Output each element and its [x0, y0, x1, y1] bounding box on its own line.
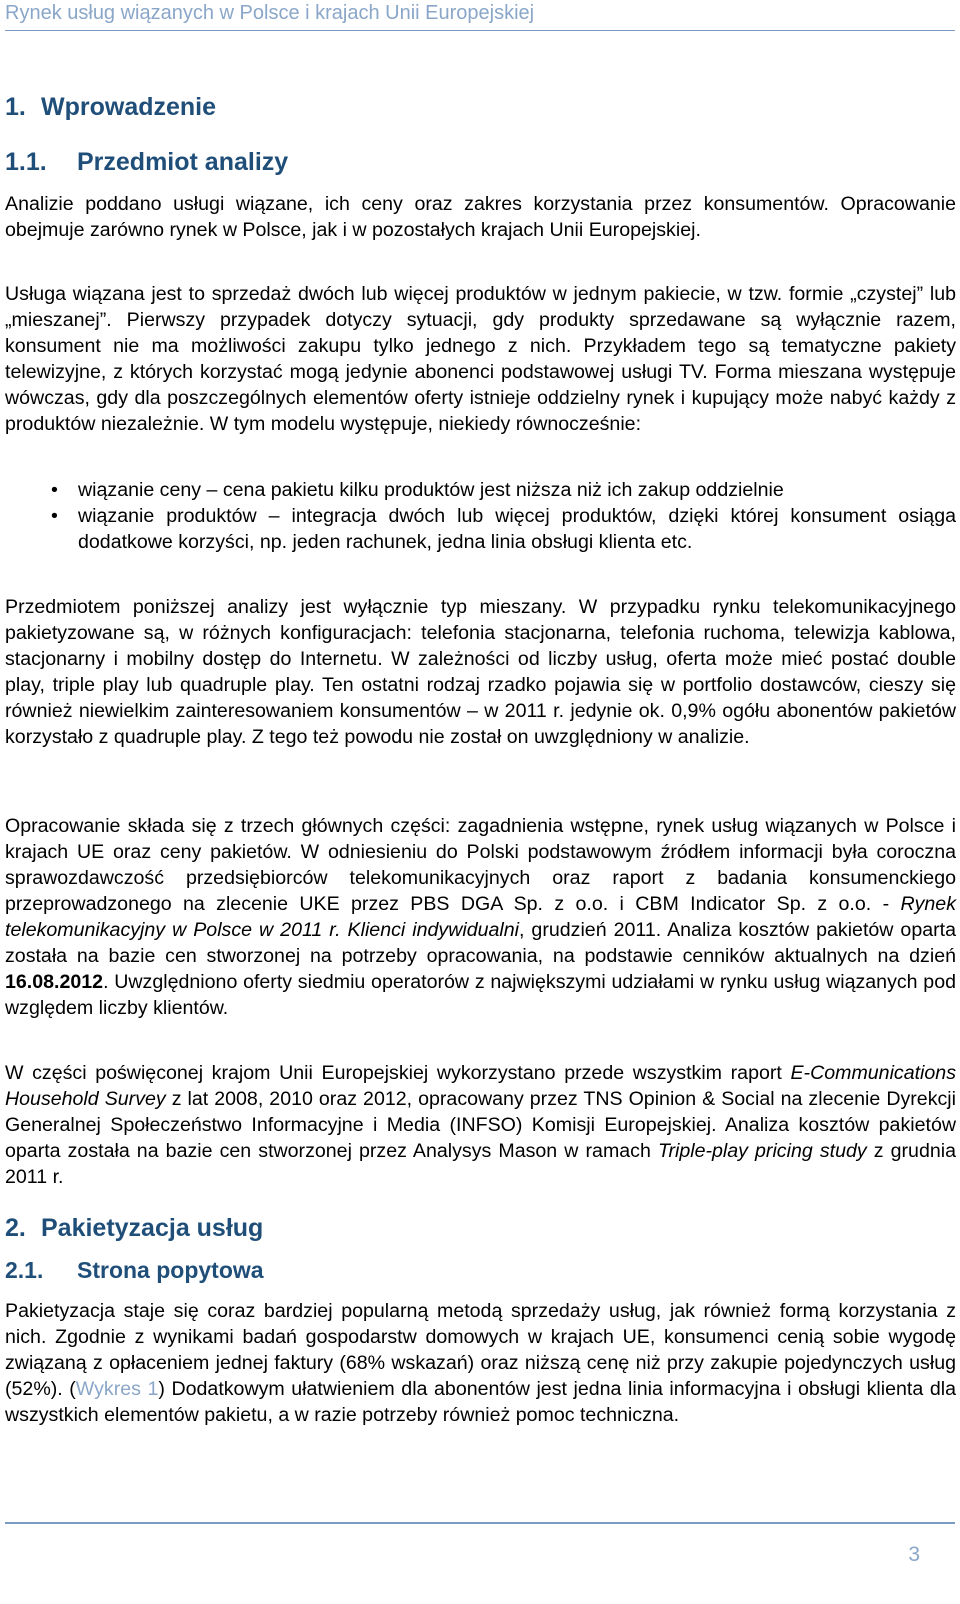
- running-header: [5, 0, 955, 31]
- paragraph-intro: Analizie poddano usługi wiązane, ich ceny oraz zakres korzystania przez konsumentów. Opracowanie obejmuje zarówno rynek w Polsce, jak i w pozostałych krajach Unii Europejskiej.: [5, 193, 956, 241]
- text-span: W części poświęconej krajom Unii Europejskiej wykorzystano przede wszystkim raport: [5, 1062, 791, 1084]
- report-title: Rynek telekomunikacyjny w Polsce w 2011 r. Klienci indywidualni: [5, 893, 956, 941]
- bullet-icon: •: [51, 505, 58, 527]
- heading-number: 1.: [5, 93, 26, 121]
- heading-number: 1.1.: [5, 148, 47, 176]
- heading-1-1: [5, 148, 288, 177]
- list-item-text: wiązanie produktów – integracja dwóch lub więcej produktów, dzięki której konsument osiąga dodatkowe korzyści, np. jeden rachunek, jedna linia obsługi klienta etc.: [78, 505, 956, 553]
- chart-reference-link[interactable]: Wykres 1: [75, 1378, 159, 1400]
- report-title: E-Communications Household Survey: [5, 1062, 956, 1110]
- report-title: Triple-play pricing study: [657, 1140, 867, 1162]
- list-item-text: wiązanie ceny – cena pakietu kilku produktów jest niższa niż ich zakup oddzielnie: [78, 479, 784, 501]
- page-number: 3: [908, 1543, 920, 1566]
- price-date: 16.08.2012: [5, 971, 104, 993]
- paragraph-scope: Przedmiotem poniższej analizy jest wyłącznie typ mieszany. W przypadku rynku telekomunikacyjnego pakietyzowane są, w różnych konfiguracjach: telefonia stacjonarna, telefonia ruchoma, telewizja kablowa, stacjonarny i mobilny dostęp do Internetu. W zależności od liczby usług, oferta może mieć postać double play, triple play lub quadruple play. Ten ostatni rodzaj rzadko pojawia się w portfolio dostawców, cieszy się również niewielkim zainteresowaniem konsumentów – w 2011 r. jedynie ok. 0,9% ogółu abonentów pakietów korzystało z quadruple play. Z tego też powodu nie został on uwzględniony w analizie.: [5, 596, 956, 748]
- text-span: z grudnia 2011 r.: [5, 1140, 956, 1188]
- list-item: [5, 503, 956, 555]
- text-span: . Uwzględniono oferty siedmiu operatorów z największymi udziałami w rynku usług wiązanych pod względem liczby klientów.: [5, 971, 956, 1019]
- heading-1: [5, 93, 216, 122]
- paragraph-demand: [5, 1298, 956, 1428]
- heading-number: 2.1.: [5, 1257, 44, 1283]
- text-span: z lat 2008, 2010 oraz 2012, opracowany przez TNS Opinion & Social na zlecenie Dyrekcji Generalnej Społeczeństwo Informacyjne i Media (INFSO) Komisji Europejskiej. Analiza kosztów pakietów oparta została na bazie cen stworzonej przez Analysys Mason w ramach: [5, 1088, 956, 1162]
- heading-title: Przedmiot analizy: [77, 148, 289, 176]
- heading-2: [5, 1214, 263, 1243]
- list-item: [5, 477, 956, 503]
- paragraph-structure: [5, 813, 956, 1021]
- heading-title: Strona popytowa: [77, 1257, 264, 1283]
- paragraph-eu-sources: [5, 1060, 956, 1190]
- footer-divider: [5, 1522, 955, 1524]
- text-span: , grudzień 2011. Analiza kosztów pakietów oparta została na bazie cen stworzonej na potrzeby opracowania, na podstawie cenników aktualnych na dzień: [5, 919, 956, 967]
- text-span: Pakietyzacja staje się coraz bardziej popularną metodą sprzedaży usług, jak również formą korzystania z nich. Zgodnie z wynikami badań gospodarstw domowych w krajach UE, konsumenci cenią sobie wygodę związaną z opłaceniem jednej faktury (68% wskazań) oraz niższą cenę niż przy zakupie pojedynczych usług (52%). (: [5, 1300, 956, 1400]
- paragraph-definition: Usługa wiązana jest to sprzedaż dwóch lub więcej produktów w jednym pakiecie, w tzw. formie „czystej” lub „mieszanej”. Pierwszy przypadek dotyczy sytuacji, gdy produkty sprzedawane są wyłącznie razem, konsument nie ma możliwości zakupu tylko jednego z nich. Przykładem tego są tematyczne pakiety telewizyjne, z których korzystać mogą jedynie abonenci podstawowej usługi TV. Forma mieszana występuje wówczas, gdy dla poszczególnych elementów oferty istnieje oddzielny rynek i kupujący może nabyć każdy z produktów niezależnie. W tym modelu występuje, niekiedy równocześnie:: [5, 283, 956, 435]
- text-span: Opracowanie składa się z trzech głównych części: zagadnienia wstępne, rynek usług wiązanych w Polsce i krajach UE oraz ceny pakietów. W odniesieniu do Polski podstawowym źródłem informacji była coroczna sprawozdawczość przedsiębiorców telekomunikacyjnych oraz raport z badania konsumenckiego przeprowadzonego na zlecenie UKE przez PBS DGA Sp. z o.o. i CBM Indicator Sp. z o.o. -: [5, 815, 956, 915]
- heading-2-1: [5, 1257, 264, 1284]
- heading-title: Wprowadzenie: [41, 93, 217, 121]
- heading-title: Pakietyzacja usług: [41, 1214, 264, 1242]
- text-span: ) Dodatkowym ułatwieniem dla abonentów jest jedna linia informacyjna i obsługi klienta dla wszystkich elementów pakietu, a w razie potrzeby również pomoc techniczna.: [5, 1378, 956, 1426]
- running-header-title: Rynek usług wiązanych w Polsce i krajach Unii Europejskiej: [5, 2, 535, 24]
- bullet-list: [5, 477, 956, 555]
- bullet-icon: •: [51, 479, 58, 501]
- heading-number: 2.: [5, 1214, 26, 1242]
